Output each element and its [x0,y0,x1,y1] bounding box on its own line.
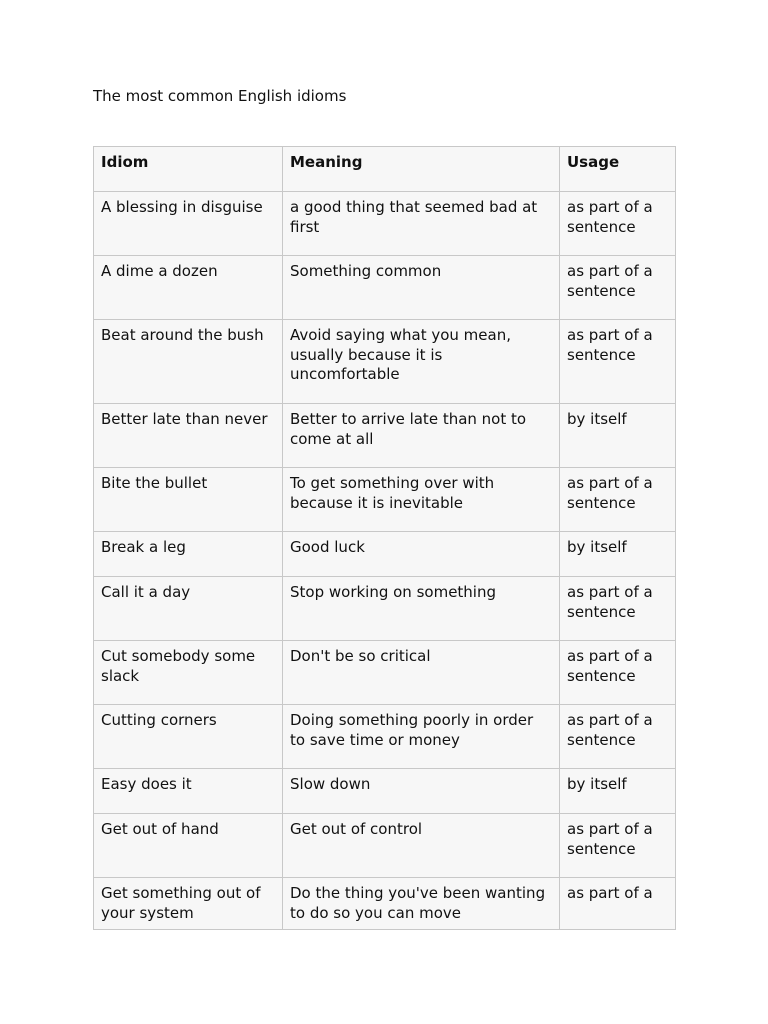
meaning-cell: Get out of control [283,814,560,878]
idioms-table [93,146,676,930]
column-header-meaning: Meaning [283,147,560,192]
table-row [94,192,676,256]
usage-cell: by itself [560,769,676,814]
meaning-cell: Something common [283,256,560,320]
idiom-cell: Beat around the bush [94,320,283,404]
table-row [94,814,676,878]
usage-cell: by itself [560,532,676,577]
usage-cell: as part of a sentence [560,577,676,641]
document-title: The most common English idioms [93,87,347,105]
table-header-row [94,147,676,192]
column-header-usage: Usage [560,147,676,192]
usage-cell: as part of a sentence [560,192,676,256]
usage-cell: as part of a sentence [560,320,676,404]
table-row [94,256,676,320]
meaning-cell: Doing something poorly in order to save time or money [283,705,560,769]
meaning-cell: Slow down [283,769,560,814]
usage-cell: as part of a sentence [560,814,676,878]
meaning-cell: Do the thing you've been wanting to do so you can move [283,878,560,930]
idiom-cell: Cutting corners [94,705,283,769]
usage-cell: as part of a sentence [560,256,676,320]
usage-cell: as part of a sentence [560,641,676,705]
meaning-cell: Good luck [283,532,560,577]
idiom-cell: Call it a day [94,577,283,641]
idiom-cell: A blessing in disguise [94,192,283,256]
table-row [94,705,676,769]
table-row [94,878,676,930]
column-header-idiom: Idiom [94,147,283,192]
usage-cell: as part of a [560,878,676,930]
idiom-cell: Break a leg [94,532,283,577]
meaning-cell: a good thing that seemed bad at first [283,192,560,256]
idiom-cell: Get out of hand [94,814,283,878]
usage-cell: as part of a sentence [560,705,676,769]
table-row [94,532,676,577]
meaning-cell: Better to arrive late than not to come at all [283,404,560,468]
table-row [94,320,676,404]
table-row [94,404,676,468]
meaning-cell: To get something over with because it is inevitable [283,468,560,532]
usage-cell: by itself [560,404,676,468]
table-row [94,641,676,705]
idiom-cell: Easy does it [94,769,283,814]
idiom-cell: A dime a dozen [94,256,283,320]
idiom-cell: Better late than never [94,404,283,468]
table-row [94,577,676,641]
meaning-cell: Stop working on something [283,577,560,641]
idiom-cell: Get something out of your system [94,878,283,930]
usage-cell: as part of a sentence [560,468,676,532]
idiom-cell: Bite the bullet [94,468,283,532]
meaning-cell: Don't be so critical [283,641,560,705]
table-row [94,468,676,532]
table-row [94,769,676,814]
idiom-cell: Cut somebody some slack [94,641,283,705]
meaning-cell: Avoid saying what you mean, usually because it is uncomfortable [283,320,560,404]
